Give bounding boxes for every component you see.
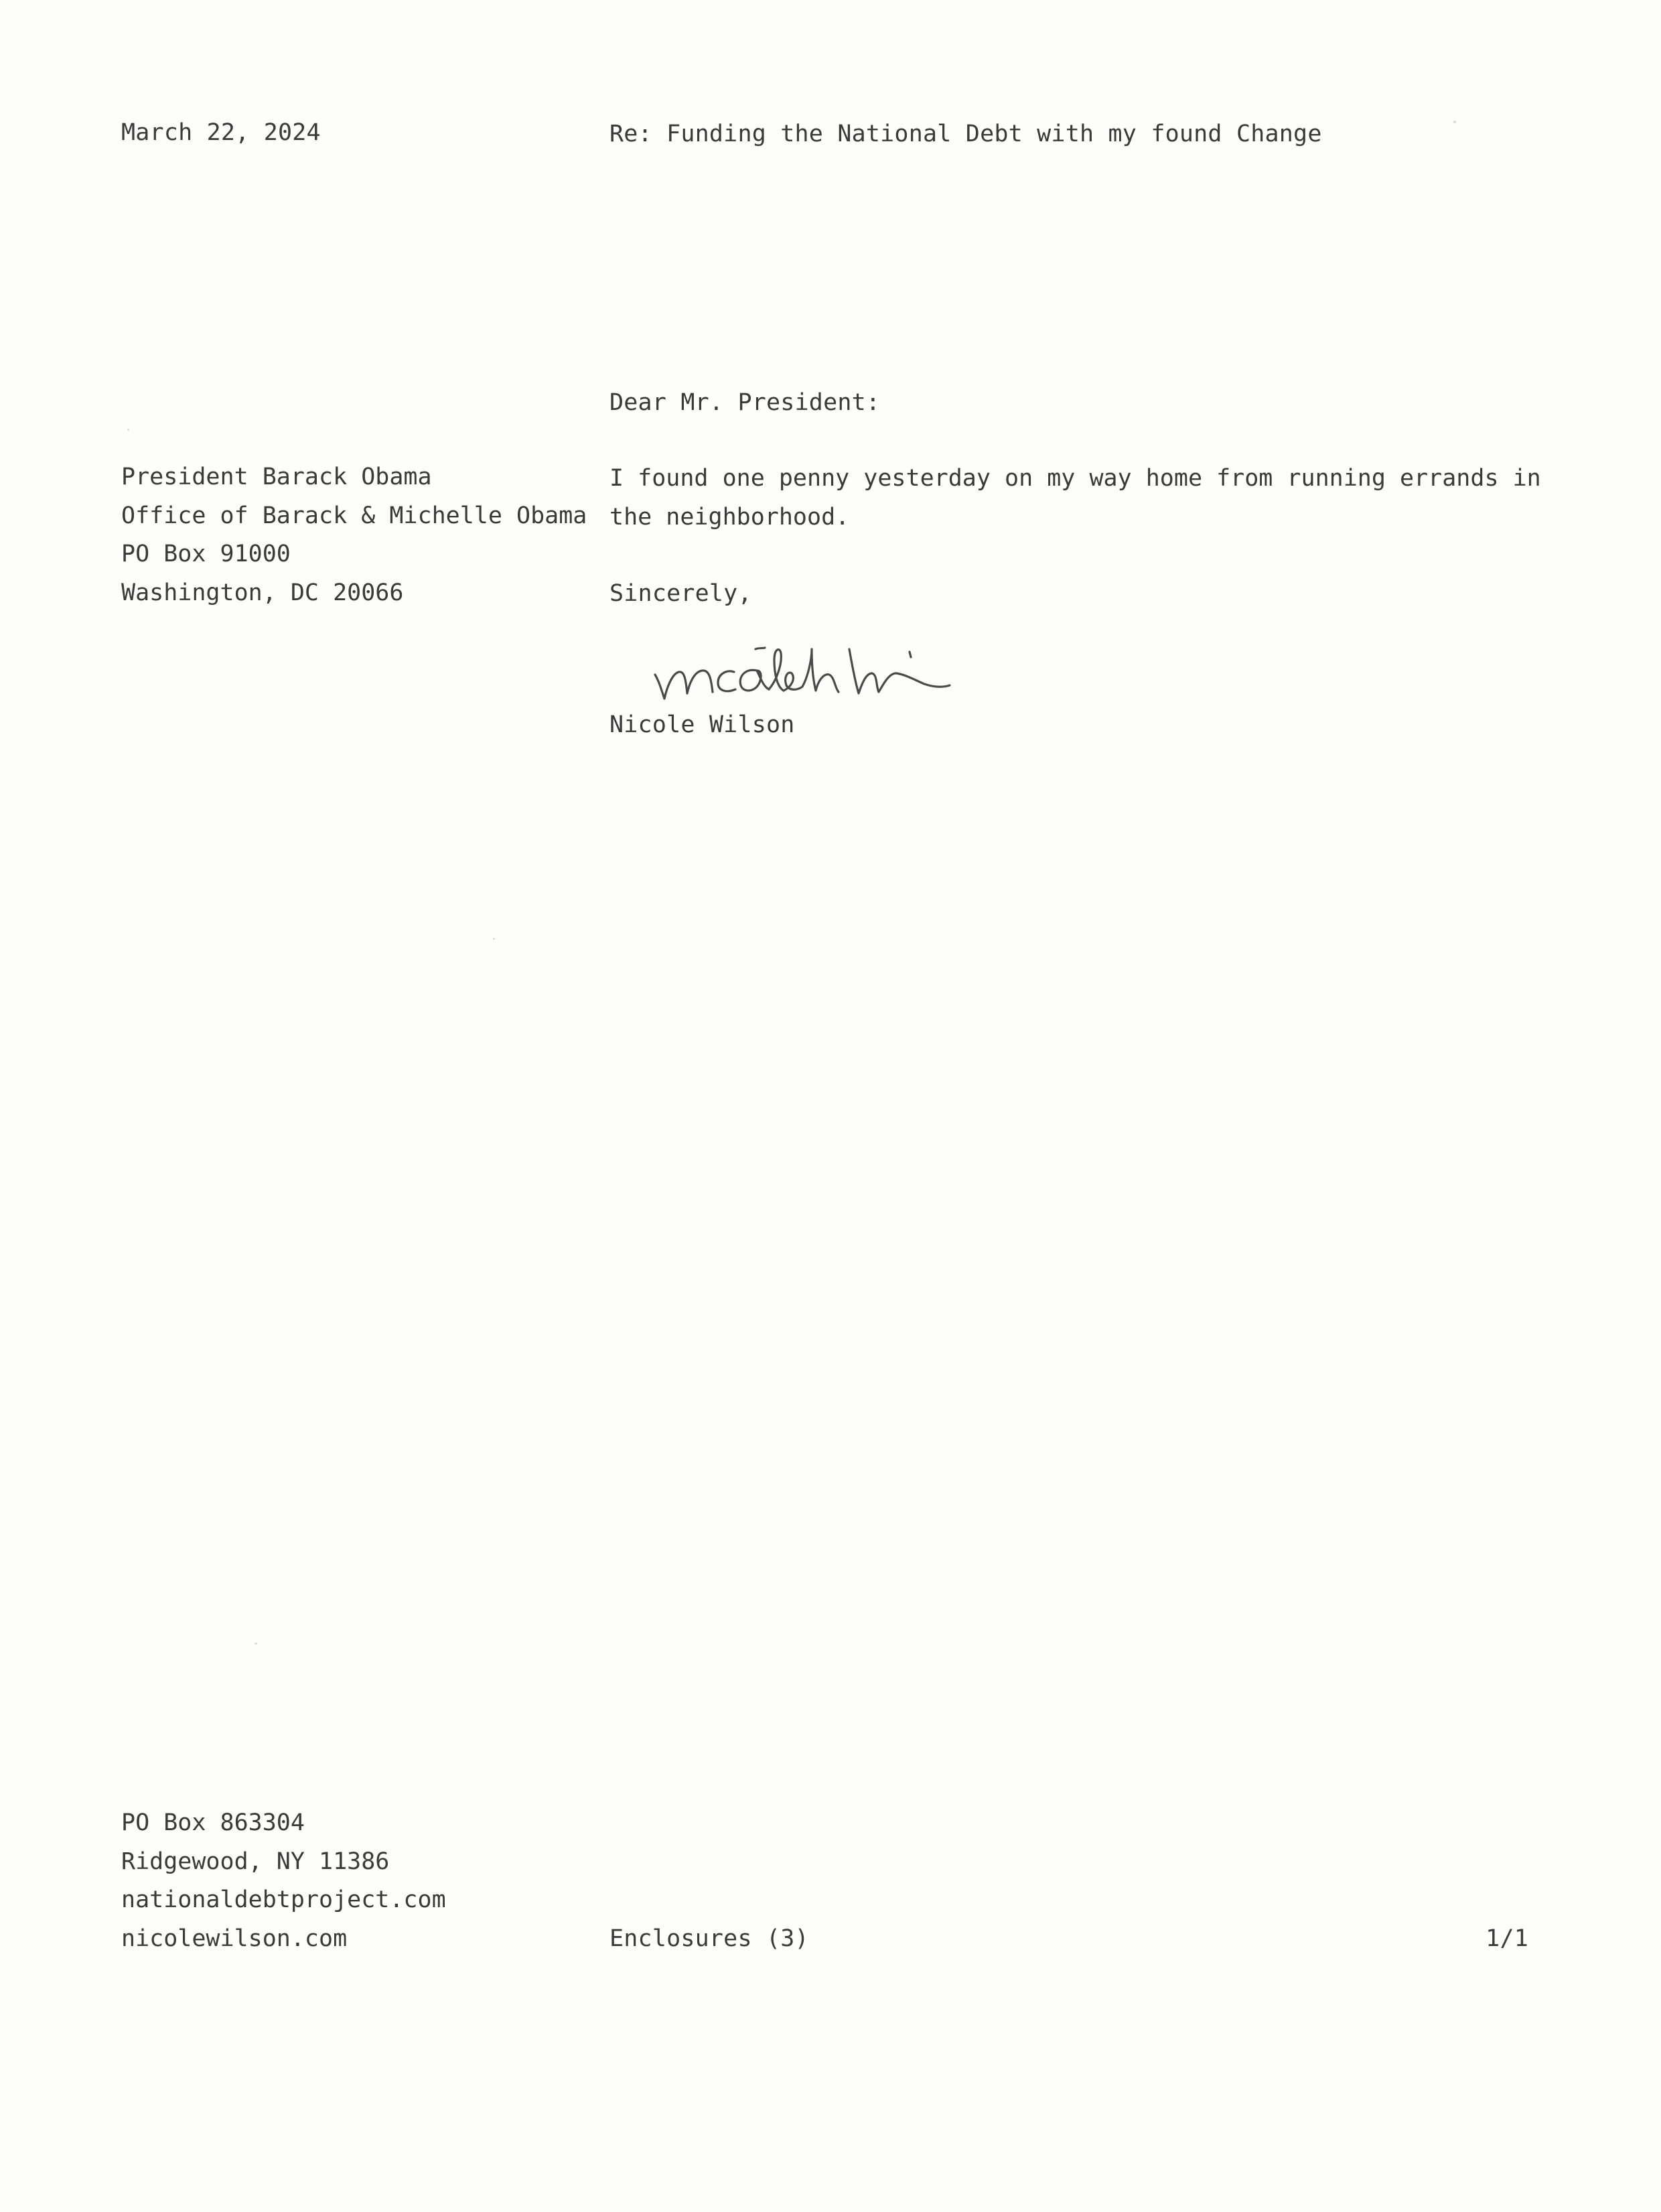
letter-subject: Re: Funding the National Debt with my found Change <box>609 121 1322 147</box>
signer-name: Nicole Wilson <box>609 711 795 738</box>
sender-website-link[interactable]: nicolewilson.com <box>121 1925 348 1952</box>
scan-speck <box>493 938 495 940</box>
recipient-line: PO Box 91000 <box>121 541 291 567</box>
sender-line: Ridgewood, NY 11386 <box>121 1848 390 1875</box>
letter-date: March 22, 2024 <box>121 119 321 146</box>
page-number: 1/1 <box>1486 1925 1528 1952</box>
sender-line: PO Box 863304 <box>121 1809 305 1836</box>
enclosures-note: Enclosures (3) <box>609 1925 809 1952</box>
recipient-line: Office of Barack & Michelle Obama <box>121 502 587 529</box>
recipient-line: Washington, DC 20066 <box>121 579 404 606</box>
sender-address <box>121 1804 446 1958</box>
recipient-address <box>121 458 587 612</box>
body-line: the neighborhood. <box>609 503 850 531</box>
letter-body <box>609 460 1541 537</box>
scan-speck <box>255 1643 257 1645</box>
closing: Sincerely, <box>609 580 752 607</box>
handwritten-signature-icon <box>643 626 991 713</box>
salutation: Dear Mr. President: <box>609 389 881 416</box>
scan-speck <box>1453 121 1456 123</box>
body-line: I found one penny yesterday on my way home from running errands in <box>609 465 1541 492</box>
recipient-line: President Barack Obama <box>121 464 432 490</box>
scan-speck <box>127 429 129 431</box>
sender-website-link[interactable]: nationaldebtproject.com <box>121 1886 446 1913</box>
